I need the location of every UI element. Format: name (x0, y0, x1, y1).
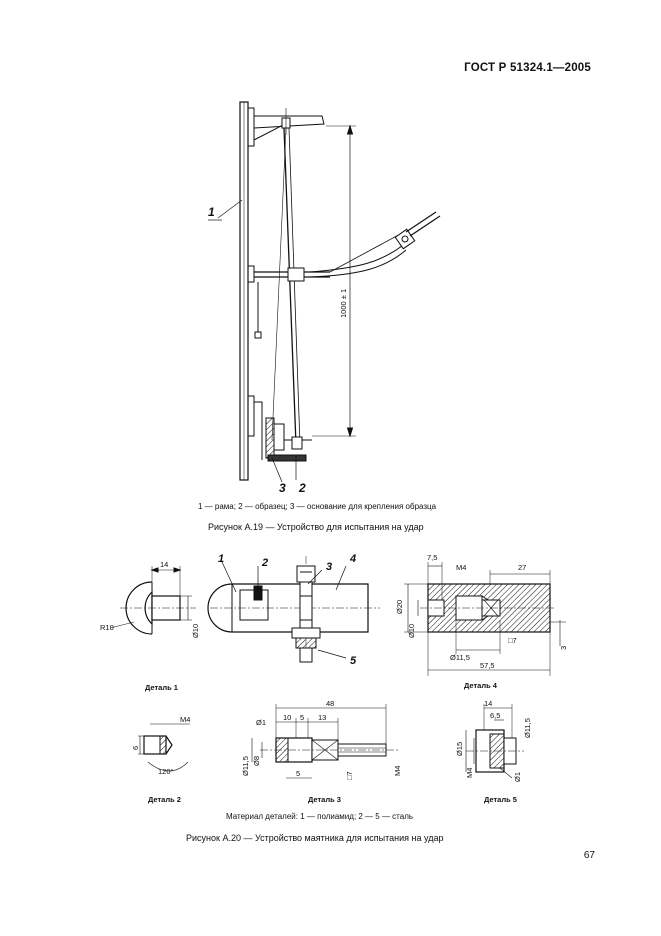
d4-dim-d20: Ø20 (395, 599, 404, 614)
detail-1-drawing (110, 566, 196, 634)
d5-dim-14: 14 (484, 699, 493, 708)
d3-dim-48: 48 (326, 699, 335, 708)
detail-5-label: Деталь 5 (484, 795, 517, 804)
d2-dim-m4: M4 (180, 715, 191, 724)
d4-dim-d11-5: Ø11,5 (450, 653, 470, 662)
d4-dim-sq7: □7 (508, 636, 517, 645)
figure-20-caption: Рисунок А.20 — Устройство маятника для испытания на удар (186, 833, 444, 843)
d4-dim-m4: M4 (456, 563, 467, 572)
assembly-callout-2: 2 (262, 557, 269, 569)
d5-dim-d15: Ø15 (455, 741, 464, 756)
callout-2: 2 (299, 481, 306, 495)
d3-dim-d1: Ø1 (256, 718, 267, 727)
page-number: 67 (583, 850, 595, 861)
d3-dim-sq7: □7 (345, 771, 354, 780)
figure-20-assembly (208, 556, 380, 662)
detail-2-label: Деталь 2 (148, 795, 181, 804)
figure-19-caption: Рисунок А.19 — Устройство для испытания на удар (208, 522, 424, 532)
d4-dim-27: 27 (518, 563, 527, 572)
d3-dim-d11-5: Ø11,5 (241, 756, 250, 776)
standard-header: ГОСТ Р 51324.1—2005 (464, 62, 591, 74)
d1-dim-d10: Ø10 (191, 623, 200, 638)
d3-dim-5a: 5 (300, 713, 305, 722)
callout-3: 3 (279, 481, 286, 495)
d4-dim-d10: Ø10 (407, 623, 416, 638)
callout-1: 1 (208, 205, 215, 219)
d1-dim-14: 14 (160, 560, 169, 569)
assembly-callout-5: 5 (350, 655, 357, 667)
d2-dim-120: 120° (158, 767, 174, 776)
d3-dim-m4: M4 (393, 765, 402, 776)
figure-19-legend: 1 — рама; 2 — образец; 3 — основание для крепления образца (198, 502, 437, 511)
assembly-callout-4: 4 (350, 553, 357, 565)
dim-1000: 1000 ± 1 (339, 288, 348, 318)
d3-dim-d8: Ø8 (252, 755, 261, 766)
figure-19-drawing (208, 102, 440, 482)
d4-dim-7-5: 7,5 (427, 553, 438, 562)
detail-3-label: Деталь 3 (308, 795, 341, 804)
d5-dim-d11-5: Ø11,5 (523, 718, 532, 738)
d3-dim-10: 10 (283, 713, 292, 722)
d2-dim-6: 6 (131, 745, 140, 750)
d5-dim-6-5: 6,5 (490, 711, 501, 720)
detail-1-label: Деталь 1 (145, 683, 178, 692)
detail-4-label: Деталь 4 (464, 681, 497, 690)
d4-dim-3: 3 (559, 645, 568, 650)
d1-dim-r10: R10 (100, 623, 114, 632)
figure-20-material: Материал деталей: 1 — полиамид; 2 — 5 — сталь (226, 812, 414, 821)
d3-dim-5b: 5 (296, 769, 301, 778)
d5-dim-d1: Ø1 (513, 771, 522, 782)
assembly-callout-3: 3 (326, 561, 333, 573)
detail-4-drawing (404, 562, 566, 676)
d4-dim-57-5: 57,5 (480, 661, 495, 670)
detail-2-drawing (138, 724, 190, 771)
d3-dim-13: 13 (318, 713, 327, 722)
d5-dim-m4: M4 (465, 767, 474, 778)
assembly-callout-1: 1 (218, 553, 225, 565)
